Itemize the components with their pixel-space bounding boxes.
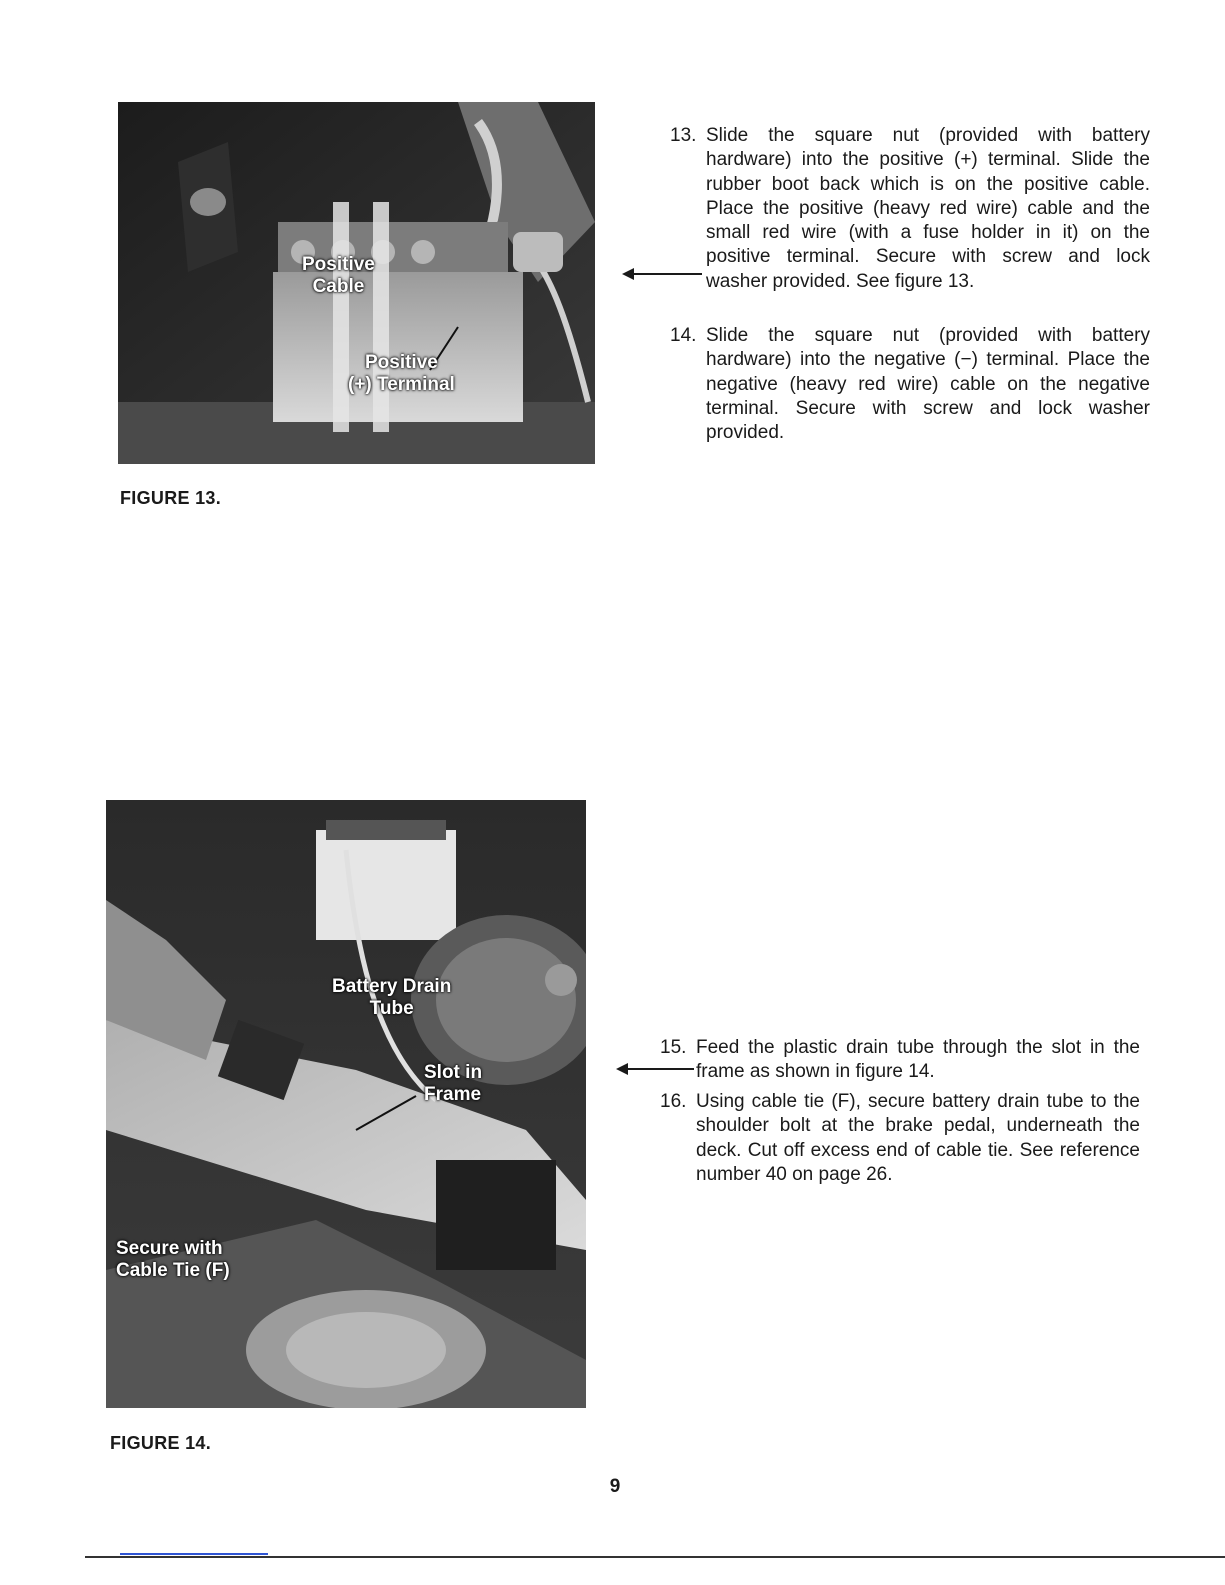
step-number: 15.	[660, 1037, 687, 1058]
arrow-left-icon	[618, 1068, 694, 1070]
arrow-left-icon	[624, 273, 702, 275]
step-text: Feed the plastic drain tube through the slot in the frame as shown in figure 14.	[696, 1037, 1140, 1083]
step-text: Using cable tie (F), secure battery drain tube to the shoulder bolt at the brake pedal, underneath the deck. Cut off excess end of cable tie. See reference number 40 on page 26.	[696, 1091, 1140, 1185]
page-number: 9	[609, 1476, 621, 1497]
callout-cable-tie: Secure with Cable Tie (F)	[116, 1238, 230, 1281]
callout-positive-cable: Positive Cable	[302, 254, 375, 297]
bottom-rule-accent	[120, 1553, 268, 1555]
drain-tube-photo-illustration	[106, 800, 586, 1408]
step-text: Slide the square nut (provided with battery hardware) into the positive (+) terminal. Slide the rubber boot back which is on the positive cable. Place the positive (heavy red wire) cable and the small red wire (with a fuse holder in it) on the positive terminal. Secure with screw and lock washer provided. See figure 13.	[706, 125, 1150, 292]
figure-14-caption: FIGURE 14.	[110, 1433, 212, 1453]
bottom-rule	[85, 1556, 1225, 1558]
step-text: Slide the square nut (provided with battery hardware) into the negative (−) terminal. Place the negative (heavy red wire) cable on the negative terminal. Secure with screw and lock washer provided.	[706, 325, 1150, 444]
callout-positive-terminal: Positive (+) Terminal	[348, 352, 455, 395]
step-15	[660, 1036, 1140, 1085]
step-number: 14.	[670, 325, 697, 346]
step-16	[660, 1090, 1140, 1187]
callout-drain-tube: Battery Drain Tube	[332, 976, 452, 1019]
figure-13-photo	[118, 102, 595, 464]
figure-14-photo	[106, 800, 586, 1408]
step-14	[670, 324, 1150, 445]
step-number: 13.	[670, 125, 697, 146]
callout-slot: Slot in Frame	[424, 1062, 483, 1105]
step-number: 16.	[660, 1091, 687, 1112]
step-13	[670, 124, 1150, 294]
figure-13-caption: FIGURE 13.	[120, 488, 222, 508]
